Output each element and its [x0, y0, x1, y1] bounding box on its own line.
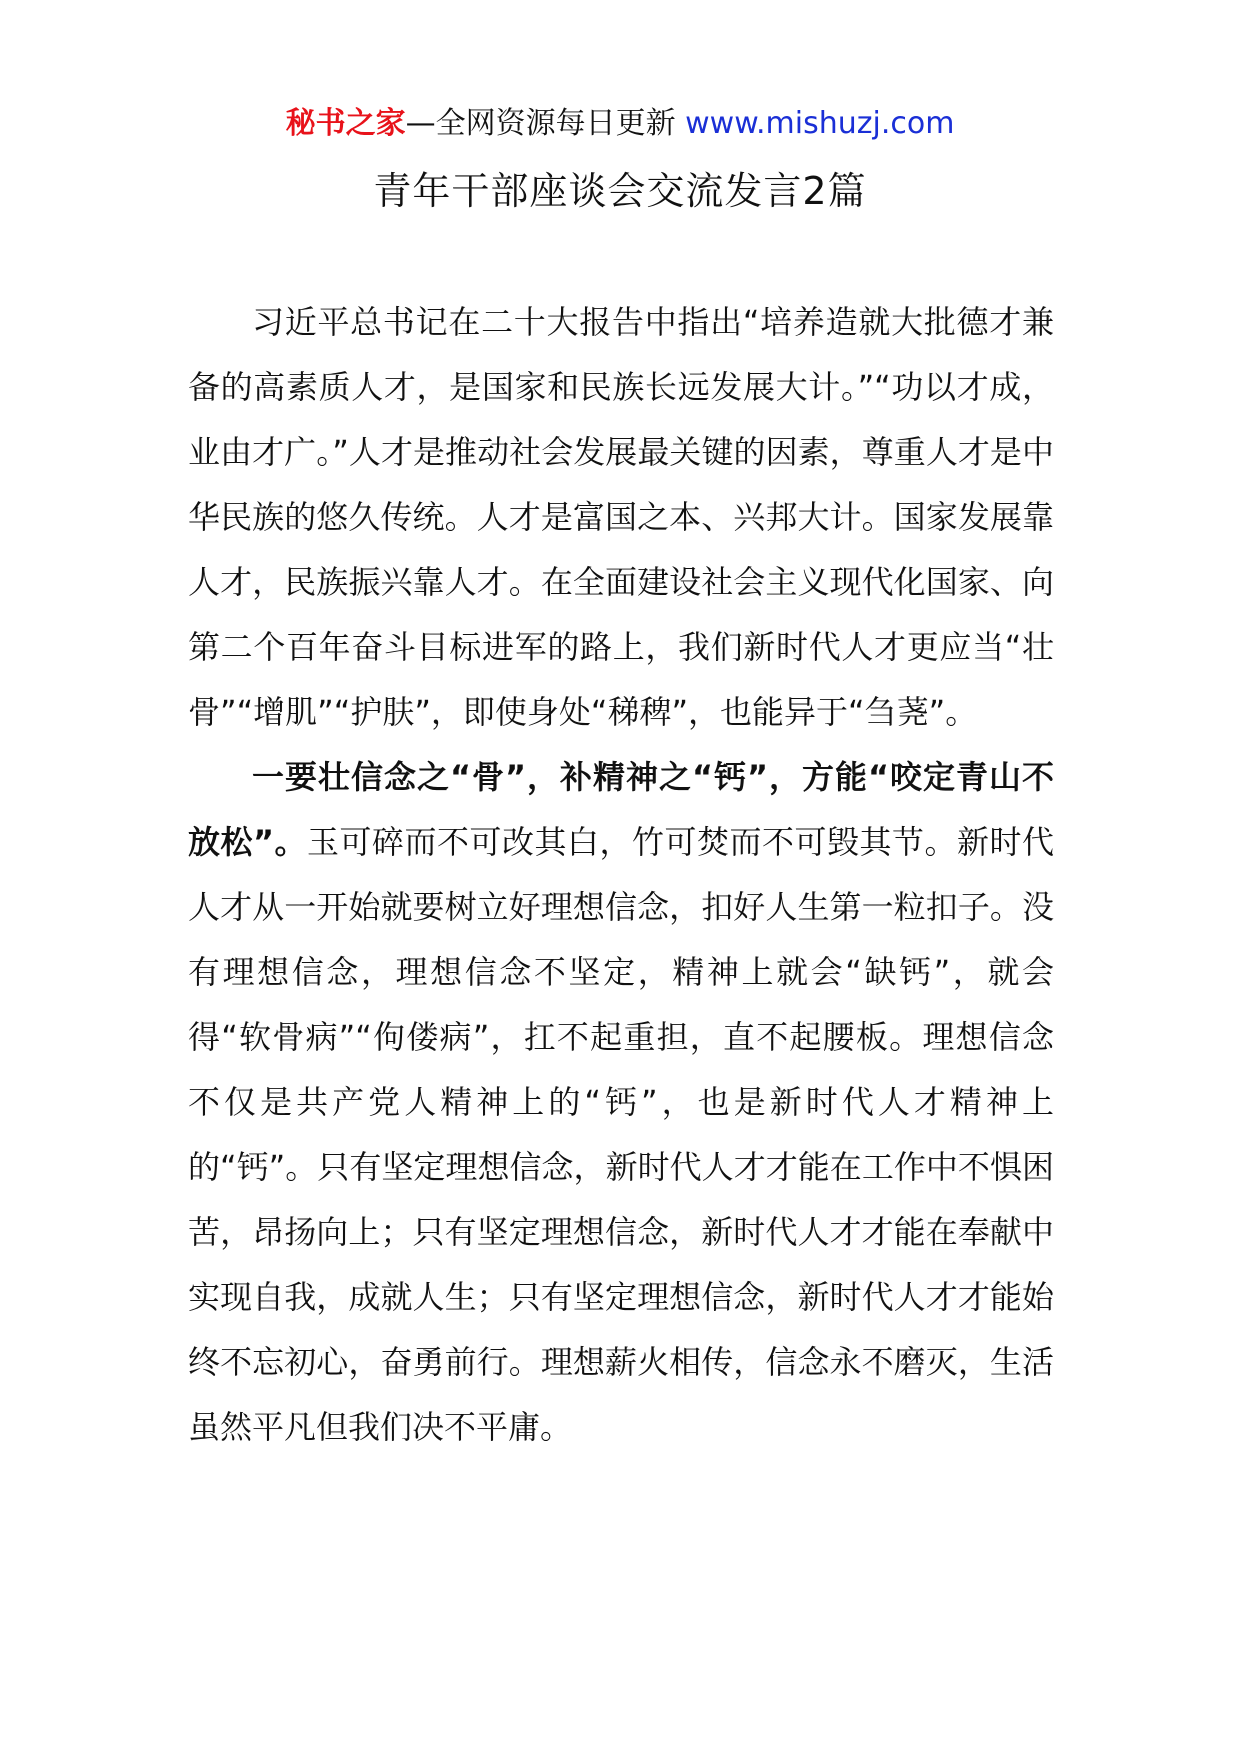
- header-tagline: —全网资源每日更新: [405, 106, 676, 141]
- paragraph-point-one-lead: 一要壮信念之“骨”，补精神之“钙”，方能“咬定青山不放松”。: [188, 758, 1054, 861]
- document-title: 青年干部座谈会交流发言2篇: [373, 169, 867, 213]
- site-header: [0, 104, 1240, 144]
- paragraph-point-one: [188, 745, 1054, 1460]
- site-url-link[interactable]: www.mishuzj.com: [685, 106, 955, 141]
- brand-name: 秘书之家: [285, 106, 406, 141]
- paragraph-point-one-text: 玉可碎而不可改其白，竹可焚而不可毁其节。新时代人才从一开始就要树立好理想信念，扣好人生第一粒扣子。没有理想信念，理想信念不坚定，精神上就会“缺钙”，就会得“软骨病”“佝偻病”，扛不起重担，直不起腰板。理想信念不仅是共产党人精神上的“钙”，也是新时代人才精神上的“钙”。只有坚定理想信念，新时代人才才能在工作中不惧困苦，昂扬向上；只有坚定理想信念，新时代人才才能在奉献中实现自我，成就人生；只有坚定理想信念，新时代人才才能始终不忘初心，奋勇前行。理想薪火相传，信念永不磨灭，生活虽然平凡但我们决不平庸。: [188, 823, 1054, 1446]
- document-body: [188, 290, 1054, 1460]
- paragraph-intro-text: 习近平总书记在二十大报告中指出“培养造就大批德才兼备的高素质人才，是国家和民族长远发展大计。”“功以才成，业由才广。”人才是推动社会发展最关键的因素，尊重人才是中华民族的悠久传统。人才是富国之本、兴邦大计。国家发展靠人才，民族振兴靠人才。在全面建设社会主义现代化国家、向第二个百年奋斗目标进军的路上，我们新时代人才更应当“壮骨”“增肌”“护肤”，即使身处“稊稗”，也能异于“刍荛”。: [188, 303, 1054, 731]
- paragraph-intro: [188, 290, 1054, 745]
